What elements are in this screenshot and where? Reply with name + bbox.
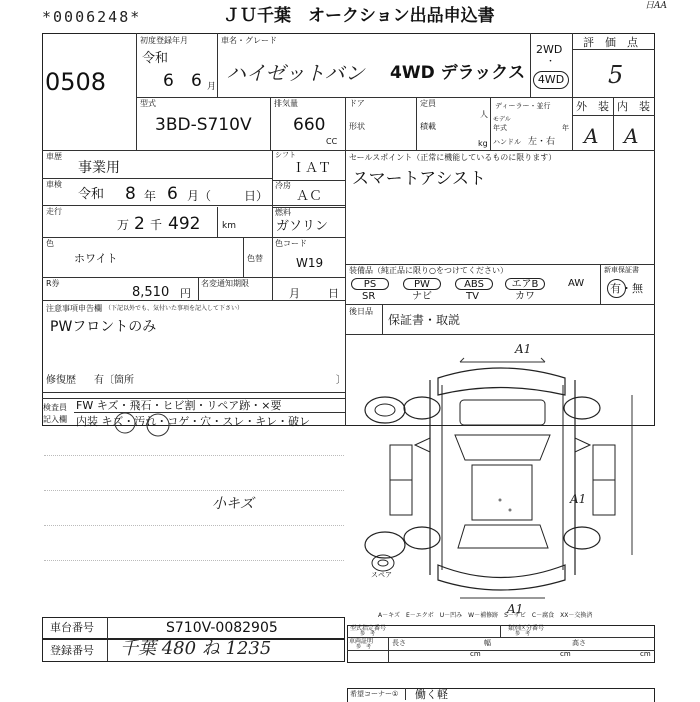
width-label: 幅 bbox=[484, 639, 491, 647]
sales-point-value: スマートアシスト bbox=[352, 169, 486, 189]
displacement-value: 660 bbox=[293, 115, 326, 135]
repair-value: 有〔箇所 bbox=[94, 375, 134, 386]
spare-label: スペア bbox=[371, 571, 392, 579]
new-car-warranty-label: 新車保証書 bbox=[604, 266, 639, 274]
after-items-value: 保証書・取説 bbox=[388, 313, 461, 327]
type-number-label: 型式指定番号 bbox=[350, 625, 387, 632]
after-items-label: 後日品 bbox=[349, 307, 373, 316]
drive-4wd-circled bbox=[533, 71, 569, 89]
repair-label: 修復歴 bbox=[46, 375, 76, 386]
height-unit: cm bbox=[640, 650, 651, 658]
registration-month: 6 bbox=[191, 71, 202, 91]
aircon-value: ＡＣ bbox=[296, 189, 323, 204]
exterior-grade: A bbox=[584, 124, 599, 148]
chassis-value: S710V-0082905 bbox=[166, 620, 278, 636]
vehicle-cert-ref: 参 考 bbox=[356, 644, 372, 650]
shape-label: 形状 bbox=[349, 122, 365, 131]
sales-point-label: セールスポイント（正常に機能しているものに限ります） bbox=[349, 153, 557, 162]
drive-4wd: 4WD bbox=[537, 73, 565, 86]
inspection-circle-marks bbox=[100, 410, 190, 440]
warranty-yes-circle bbox=[607, 279, 626, 298]
interior-grade: A bbox=[624, 124, 639, 148]
name-change-day: 日 bbox=[328, 287, 339, 300]
width-unit: cm bbox=[560, 650, 571, 658]
notes-label: 注意事項申告欄 bbox=[46, 304, 102, 313]
shift-value: ＩＡＴ bbox=[292, 161, 332, 176]
vehicle-grade: 4WD デラックス bbox=[390, 63, 526, 83]
length-label: 長さ bbox=[392, 639, 406, 647]
chassis-label: 車台番号 bbox=[50, 621, 94, 634]
lot-number: 0508 bbox=[45, 68, 107, 96]
exterior-label: 外 装 bbox=[576, 100, 609, 113]
date-note: 日AA bbox=[645, 1, 667, 11]
model-year-unit: 年 bbox=[562, 124, 569, 132]
dotted-guide bbox=[44, 490, 344, 491]
shaken-month-unit: 月（ bbox=[187, 189, 212, 203]
inspection-row-1: FW キズ・飛石・ヒビ割・リペア跡・×要 bbox=[76, 399, 282, 412]
model-label: 型式 bbox=[140, 99, 156, 108]
shaken-year-unit: 年 bbox=[144, 189, 157, 203]
length-unit: cm bbox=[470, 650, 481, 658]
equip-sr: SR bbox=[362, 291, 376, 302]
car-damage-diagram bbox=[360, 350, 650, 605]
dealer-label: ディーラー・並行 bbox=[495, 102, 551, 110]
damage-legend: A－キズ E－エクボ U－凹み W－補修跡 S－サビ C－腐食 XX－交換済 bbox=[378, 612, 593, 619]
notes-hint: （下記以外でも、気付いた事項を記入して下さい） bbox=[105, 305, 244, 312]
shaken-year: 8 bbox=[125, 184, 136, 204]
equip-leather: カワ bbox=[515, 291, 535, 302]
shaken-day-unit: 日） bbox=[244, 189, 269, 203]
dotted-guide bbox=[44, 525, 344, 526]
aircon-label: 冷房 bbox=[275, 181, 291, 190]
equip-aw: AW bbox=[568, 278, 585, 289]
vehicle-name: ハイゼットバン bbox=[226, 61, 365, 85]
vehicle-name-label: 車名・グレード bbox=[221, 36, 277, 45]
shaken-label: 車検 bbox=[46, 180, 62, 189]
color-label: 色 bbox=[46, 239, 54, 248]
damage-mark-bottom: A1 bbox=[507, 602, 524, 616]
capacity-unit: 人 bbox=[480, 110, 488, 119]
equip-abs: ABS bbox=[455, 278, 493, 290]
equip-airbag: エアB bbox=[505, 278, 545, 290]
shaken-month: 6 bbox=[167, 184, 178, 204]
damage-mark-top: A1 bbox=[515, 342, 532, 356]
color-value: ホワイト bbox=[74, 252, 118, 265]
class-number-ref: 参 考 bbox=[515, 631, 531, 637]
load-label: 積載 bbox=[420, 122, 436, 131]
capacity-label: 定員 bbox=[420, 99, 436, 108]
registration-year: 6 bbox=[163, 71, 174, 91]
drive-2wd: 2WD bbox=[536, 43, 563, 56]
mileage-value-1: 2 bbox=[134, 214, 145, 234]
history-label: 車歴 bbox=[46, 152, 62, 161]
interior-label: 内 装 bbox=[617, 100, 650, 113]
name-change-month: 月 bbox=[289, 287, 300, 300]
equipment-label: 装備品（純正品に限り○をつけてください） bbox=[349, 266, 508, 275]
height-label: 高さ bbox=[572, 639, 586, 647]
class-number-label: 類別区分番号 bbox=[508, 625, 545, 632]
equip-navi: ナビ bbox=[412, 291, 432, 302]
displacement-unit: CC bbox=[326, 137, 338, 146]
vehicle-cert-label: 車両証明 bbox=[349, 638, 374, 645]
fuel-value: ガソリン bbox=[276, 219, 329, 234]
color-code: W19 bbox=[296, 256, 324, 270]
serial-number: *0006248* bbox=[42, 8, 142, 26]
form-title: ＪＵ千葉 オークション出品申込書 bbox=[223, 6, 495, 26]
notes-value: PWフロントのみ bbox=[50, 319, 157, 335]
registration-label: 初度登録年月 bbox=[140, 36, 188, 45]
plate-label: 登録番号 bbox=[50, 644, 94, 657]
spare-tire-icon bbox=[370, 553, 396, 573]
shaken-era: 令和 bbox=[78, 187, 105, 202]
mileage-sen: 千 bbox=[150, 218, 163, 232]
registration-era: 令和 bbox=[142, 51, 169, 66]
mileage-unit: km bbox=[222, 221, 236, 231]
repair-close: 〕 bbox=[336, 375, 346, 386]
plate-value: 千葉 480 ね 1235 bbox=[120, 638, 272, 659]
recycle-unit: 円 bbox=[180, 287, 191, 300]
equip-tv: TV bbox=[466, 291, 479, 302]
corner-label: 希望コーナー① bbox=[350, 690, 399, 698]
score-label: 評 価 点 bbox=[583, 36, 638, 49]
equip-ps: PS bbox=[351, 278, 389, 290]
recycle-value: 8,510 bbox=[132, 285, 170, 300]
handle-value: 左・右 bbox=[528, 137, 556, 147]
type-number-ref: 参 考 bbox=[360, 631, 376, 637]
drive-separator: ・ bbox=[546, 57, 556, 67]
model-year-label: モデル bbox=[493, 116, 511, 123]
new-car-warranty-value: 有・無 bbox=[610, 282, 643, 295]
damage-mark-right: A1 bbox=[570, 492, 587, 506]
mileage-value-2: 492 bbox=[168, 214, 201, 234]
fuel-label: 燃料 bbox=[275, 208, 291, 217]
name-change-label: 名変通知期限 bbox=[201, 279, 249, 288]
recycle-label: R券 bbox=[46, 279, 60, 288]
mileage-man: 万 bbox=[117, 218, 130, 232]
color-change-label: 色替 bbox=[247, 254, 263, 263]
equip-pw: PW bbox=[403, 278, 441, 290]
mileage-label: 走行 bbox=[46, 207, 62, 216]
model-value: 3BD-S710V bbox=[155, 115, 252, 135]
corner-value: 働く軽 bbox=[415, 688, 448, 701]
displacement-label: 排気量 bbox=[274, 99, 298, 108]
score-value: 5 bbox=[608, 61, 624, 89]
handle-label: ハンドル bbox=[493, 138, 521, 146]
shift-label: シフト bbox=[275, 151, 296, 159]
door-label: ドア bbox=[349, 99, 365, 108]
model-year-label-2: 年式 bbox=[493, 124, 507, 132]
dotted-guide bbox=[44, 560, 344, 561]
inspection-row-2: 内装 キズ・汚れ・コゲ・穴・スレ・キレ・破レ bbox=[76, 415, 311, 428]
inspection-label-2: 記入欄 bbox=[43, 415, 67, 424]
scratch-note: 小キズ bbox=[212, 496, 254, 512]
inspection-label-1: 検査員 bbox=[43, 403, 67, 412]
registration-month-unit: 月 bbox=[207, 82, 217, 92]
load-unit: kg bbox=[478, 139, 488, 148]
history-value: 事業用 bbox=[78, 160, 120, 176]
color-code-label: 色コード bbox=[275, 239, 307, 248]
dotted-guide bbox=[44, 455, 344, 606]
